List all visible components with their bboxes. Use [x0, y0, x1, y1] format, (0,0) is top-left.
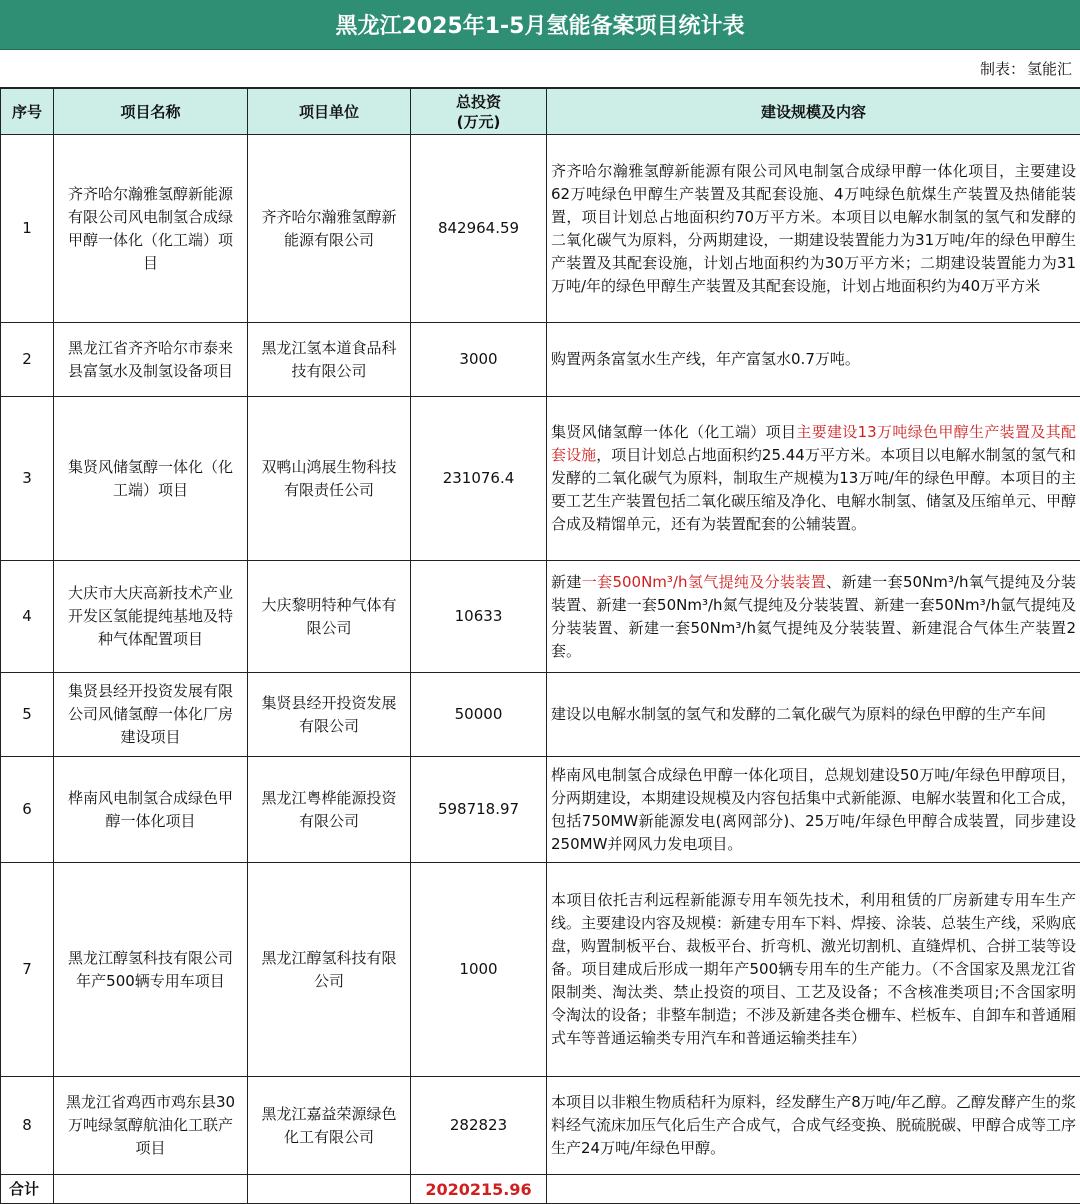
table-title: 黑龙江2025年1-5月氢能备案项目统计表	[0, 0, 1080, 50]
table-row	[1, 561, 1080, 673]
row-scope	[547, 673, 1080, 757]
scope-text-after: 、新建一套50Nm³/h氧气提纯及分装装置、新建一套50Nm³/h氮气提纯及分装装置、新建一套50Nm³/h氩气提纯及分装装置、新建一套50Nm³/h氦气提纯及分装装置、新建混合气体生产装置2套。	[551, 573, 1076, 660]
row-investment: 1000	[411, 863, 547, 1077]
scope-highlight: 主要建设13万吨绿色甲醇生产装置及其配套设施	[551, 423, 1076, 464]
row-index: 7	[1, 863, 54, 1077]
scope-text-after: ，项目计划总占地面积约25.44万平方米。本项目以电解水制氢的氢气和发酵的二氧化碳气为原料，制取生产规模为13万吨/年的绿色甲醇。本项目的主要工艺生产装置包括二氧化碳压缩及净化、电解水制氢、储氢及压缩单元、甲醇合成及精馏单元，还有为装置配套的公辅装置。	[551, 446, 1076, 533]
row-investment: 598718.97	[411, 757, 547, 863]
row-project-unit: 黑龙江氢本道食品科技有限公司	[248, 323, 411, 397]
row-project-unit: 大庆黎明特种气体有限公司	[248, 561, 411, 673]
row-scope	[547, 135, 1080, 323]
scope-text: 齐齐哈尔瀚雅氢醇新能源有限公司风电制氢合成绿甲醇一体化项目，主要建设62万吨绿色甲醇生产装置及其配套设施、4万吨绿色航煤生产装置及热储能装置，项目计划总占地面积约70万平方米。本项目以电解水制氢的氢气和发酵的二氧化碳气为原料，分两期建设，一期建设装置能力为31万吨/年的绿色甲醇生产装置及其配套设施，计划占地面积约为30万平方米；二期建设装置能力为31万吨/年的绿色甲醇生产装置及其配套设施，计划占地面积约为40万平方米	[551, 162, 1076, 295]
table-row	[1, 135, 1080, 323]
row-investment: 842964.59	[411, 135, 547, 323]
row-investment: 10633	[411, 561, 547, 673]
row-scope	[547, 323, 1080, 397]
header-scope: 建设规模及内容	[547, 89, 1080, 135]
row-index: 4	[1, 561, 54, 673]
table-row	[1, 1077, 1080, 1175]
table-row	[1, 673, 1080, 757]
row-investment: 50000	[411, 673, 547, 757]
project-table	[0, 88, 1080, 1204]
row-index: 6	[1, 757, 54, 863]
total-value: 2020215.96	[411, 1175, 547, 1204]
row-project-unit: 黑龙江嘉益荣源绿色化工有限公司	[248, 1077, 411, 1175]
row-project-unit: 齐齐哈尔瀚雅氢醇新能源有限公司	[248, 135, 411, 323]
row-project-name: 桦南风电制氢合成绿色甲醇一体化项目	[54, 757, 248, 863]
header-investment-line1: 总投资	[415, 92, 542, 112]
maker-value: 氢能汇	[1027, 58, 1072, 79]
header-index: 序号	[1, 89, 54, 135]
header-row	[1, 89, 1080, 135]
scope-text: 新建	[551, 573, 582, 591]
table-row	[1, 863, 1080, 1077]
header-investment-line2: (万元)	[415, 112, 542, 132]
row-project-unit: 黑龙江粤桦能源投资有限公司	[248, 757, 411, 863]
total-row	[1, 1175, 1080, 1204]
scope-text: 桦南风电制氢合成绿色甲醇一体化项目，总规划建设50万吨/年绿色甲醇项目，分两期建设，本期建设规模及内容包括集中式新能源、电解水装置和化工合成，包括750MW新能源发电(离网部分)、25万吨/年绿色甲醇合成装置，同步建设250MW并网风力发电项目。	[551, 766, 1076, 853]
row-project-name: 大庆市大庆高新技术产业开发区氢能提纯基地及特种气体配置项目	[54, 561, 248, 673]
table-row	[1, 397, 1080, 561]
total-empty-cell	[248, 1175, 411, 1204]
total-label: 合计	[1, 1175, 54, 1204]
scope-text: 本项目以非粮生物质秸秆为原料，经发酵生产8万吨/年乙醇。乙醇发酵产生的浆料经气流床加压气化后生产合成气，合成气经变换、脱硫脱碳、甲醇合成等工序生产24万吨/年绿色甲醇。	[551, 1093, 1076, 1157]
row-index: 2	[1, 323, 54, 397]
total-empty-cell	[54, 1175, 248, 1204]
row-index: 1	[1, 135, 54, 323]
row-project-name: 集贤县经开投资发展有限公司风储氢醇一体化厂房建设项目	[54, 673, 248, 757]
row-index: 5	[1, 673, 54, 757]
scope-highlight: 一套500Nm³/h氢气提纯及分装装置	[582, 573, 826, 591]
row-project-name: 集贤风储氢醇一体化（化工端）项目	[54, 397, 248, 561]
row-project-name: 黑龙江省齐齐哈尔市泰来县富氢水及制氢设备项目	[54, 323, 248, 397]
maker-label: 制表：	[980, 58, 1025, 79]
row-scope	[547, 397, 1080, 561]
row-scope	[547, 863, 1080, 1077]
scope-text: 集贤风储氢醇一体化（化工端）项目	[551, 423, 796, 441]
table-row	[1, 323, 1080, 397]
row-project-unit: 集贤县经开投资发展有限公司	[248, 673, 411, 757]
scope-text: 建设以电解水制氢的氢气和发酵的二氧化碳气为原料的绿色甲醇的生产车间	[551, 705, 1046, 723]
row-index: 3	[1, 397, 54, 561]
header-investment	[411, 89, 547, 135]
row-index: 8	[1, 1077, 54, 1175]
table-row	[1, 757, 1080, 863]
header-name: 项目名称	[54, 89, 248, 135]
scope-text: 本项目依托吉利远程新能源专用车领先技术，利用租赁的厂房新建专用车生产线。主要建设内容及规模：新建专用车下料、焊接、涂装、总装生产线，采购底盘，购置制板平台、裁板平台、折弯机、激光切割机、直缝焊机、合拼工装等设备。项目建成后形成一期年产500辆专用车的生产能力。（不含国家及黑龙江省限制类、淘汰类、禁止投资的项目、工艺及设备；不含核准类项目;不含国家明令淘汰的设备；非整车制造；不涉及新建各类仓栅车、栏板车、自卸车和普通厢式车等普通运输类专用汽车和普通运输类挂车）	[551, 891, 1076, 1047]
row-project-unit: 双鸭山鸿展生物科技有限责任公司	[248, 397, 411, 561]
row-scope	[547, 561, 1080, 673]
total-empty-cell	[547, 1175, 1080, 1204]
row-project-name: 黑龙江醇氢科技有限公司年产500辆专用车项目	[54, 863, 248, 1077]
row-scope	[547, 1077, 1080, 1175]
row-scope	[547, 757, 1080, 863]
row-investment: 231076.4	[411, 397, 547, 561]
header-unit: 项目单位	[248, 89, 411, 135]
row-project-unit: 黑龙江醇氢科技有限公司	[248, 863, 411, 1077]
scope-text: 购置两条富氢水生产线，年产富氢水0.7万吨。	[551, 350, 860, 368]
row-investment: 3000	[411, 323, 547, 397]
row-project-name: 黑龙江省鸡西市鸡东县30万吨绿氢醇航油化工联产项目	[54, 1077, 248, 1175]
row-investment: 282823	[411, 1077, 547, 1175]
maker-credit	[0, 50, 1080, 88]
row-project-name: 齐齐哈尔瀚雅氢醇新能源有限公司风电制氢合成绿甲醇一体化（化工端）项目	[54, 135, 248, 323]
